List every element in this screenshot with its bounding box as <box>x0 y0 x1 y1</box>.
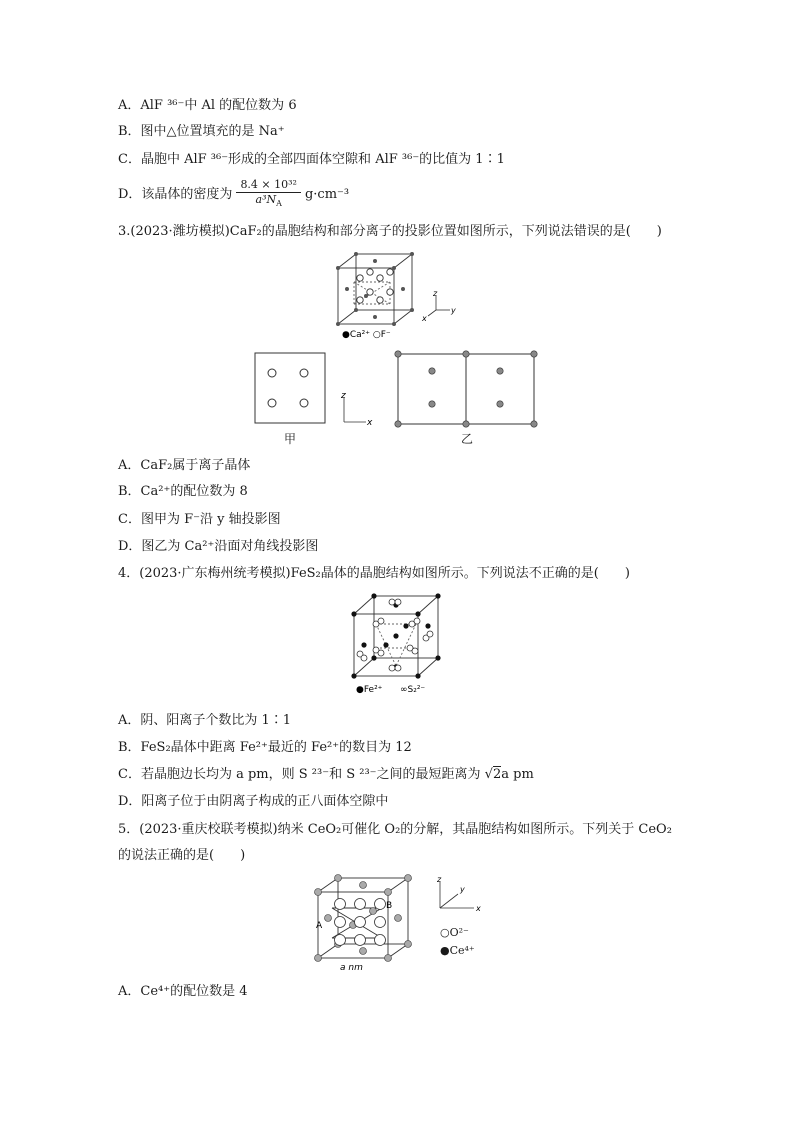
q2-option-a: A．AlF ³⁶⁻中 Al 的配位数为 6 <box>118 98 297 113</box>
ceo2-unit-cell-figure <box>312 874 416 974</box>
q4-option-c-text: C．若晶胞边长均为 a pm，则 S ²³⁻和 S ²³⁻之间的最短距离为 <box>118 767 481 782</box>
projection-yi <box>394 350 540 428</box>
q4-option-b: B．FeS₂晶体中距离 Fe²⁺最近的 Fe²⁺的数目为 12 <box>118 740 412 755</box>
q4-option-c-unit: a pm <box>501 767 534 782</box>
q4-option-a: A．阴、阳离子个数比为 1∶1 <box>118 713 292 728</box>
q5-option-a: A．Ce⁴⁺的配位数是 4 <box>118 984 248 999</box>
density-denominator <box>236 193 301 211</box>
axes-icon-ceo2 <box>428 874 488 920</box>
fes2-legend-fe: ●Fe²⁺ <box>356 685 383 695</box>
q3-option-b: B．Ca²⁺的配位数为 8 <box>118 484 248 499</box>
q2-option-d <box>118 178 349 211</box>
sqrt2-symbol: √2 <box>484 767 502 782</box>
q2-option-c: C．晶胞中 AlF ³⁶⁻形成的全部四面体空隙和 AlF ³⁶⁻的比值为 1∶1 <box>118 152 505 167</box>
density-denominator-text: a³N <box>255 193 277 206</box>
axes-icon-3d <box>420 290 460 324</box>
density-denominator-sub: A <box>276 199 282 209</box>
axis-2d-z-label: z <box>341 391 346 401</box>
q2-option-d-prefix: D．该晶体的密度为 <box>118 187 233 203</box>
q4-option-c <box>118 765 534 785</box>
ceo2-label-b: B <box>386 901 393 911</box>
label-jia: 甲 <box>284 432 297 446</box>
q5-stem-line2: 的说法正确的是( ) <box>118 848 246 863</box>
fes2-unit-cell-figure <box>346 588 450 698</box>
q3-option-a: A．CaF₂属于离子晶体 <box>118 458 251 473</box>
axis-y-label: y <box>451 306 456 315</box>
ceo2-edge-label: a nm <box>340 963 363 973</box>
ceo2-legend-ce: ●Ce⁴⁺ <box>440 944 475 957</box>
q4-option-d: D．阳离子位于由阴离子构成的正八面体空隙中 <box>118 794 389 809</box>
ceo2-axis-x: x <box>476 904 481 913</box>
axis-2d-x-label: x <box>367 418 373 428</box>
ceo2-legend-o: ○O²⁻ <box>440 926 469 939</box>
fes2-legend-s: ∞S₂²⁻ <box>400 685 426 695</box>
q3-stem: 3.(2023·潍坊模拟)CaF₂的晶胞结构和部分离子的投影位置如图所示，下列说法错误的是( ) <box>118 224 662 239</box>
q3-option-d: D．图乙为 Ca²⁺沿面对角线投影图 <box>118 539 319 554</box>
q4-stem: 4．(2023·广东梅州统考模拟)FeS₂晶体的晶胞结构如图所示。下列说法不正确的是( ) <box>118 566 630 581</box>
axis-z-label: z <box>433 290 438 298</box>
density-numerator: 8.4 × 10³² <box>236 178 301 193</box>
label-yi: 乙 <box>461 432 474 446</box>
q5-stem-line1: 5．(2023·重庆校联考模拟)纳米 CeO₂可催化 O₂的分解，其晶胞结构如图所示。下列关于 CeO₂ <box>118 822 672 837</box>
q2-option-d-unit: g·cm⁻³ <box>304 187 350 203</box>
projection-jia <box>254 352 328 426</box>
q2-option-b: B．图中△位置填充的是 Na⁺ <box>118 124 285 139</box>
caf2-legend: ●Ca²⁺ ○F⁻ <box>342 330 391 340</box>
q3-option-c: C．图甲为 F⁻沿 y 轴投影图 <box>118 512 281 527</box>
ceo2-axis-z: z <box>437 875 442 884</box>
axes-icon-2d <box>336 390 376 430</box>
ceo2-axis-y: y <box>460 885 465 894</box>
density-fraction <box>236 178 301 211</box>
ceo2-label-a: A <box>316 921 323 931</box>
axis-x-label: x <box>422 314 427 323</box>
